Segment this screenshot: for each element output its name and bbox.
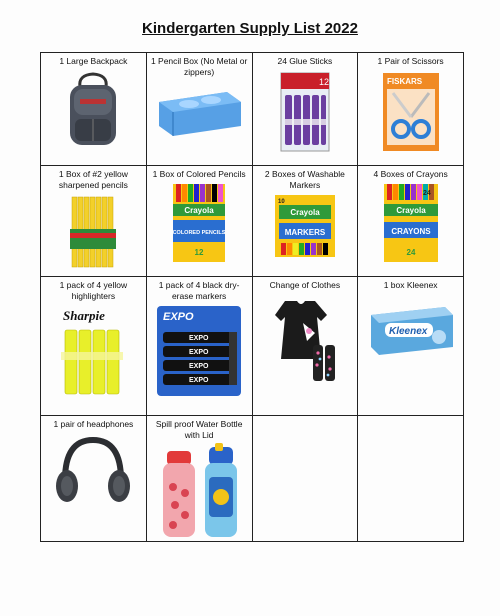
- supply-cell-highlighters: [41, 277, 147, 416]
- dry-erase-marker-label: EXPO: [189, 349, 209, 356]
- item-label: 4 Boxes of Crayons: [373, 169, 448, 179]
- dry-erase-marker-label: EXPO: [189, 335, 209, 342]
- highlighter-brand-text: Sharpie: [63, 308, 106, 323]
- markers-brand-text: Crayola: [290, 208, 320, 217]
- item-label: [253, 416, 358, 419]
- dry-erase-marker-label: EXPO: [189, 377, 209, 384]
- item-label: [358, 416, 463, 419]
- crayons-count-top-text: 24: [422, 190, 431, 197]
- supply-cell-glue-sticks: [252, 53, 358, 166]
- clothes-icon: [263, 293, 347, 383]
- pencil-box-icon: [153, 80, 245, 140]
- item-label: 1 Box of Colored Pencils: [152, 169, 246, 179]
- crayons-count-text: 24: [406, 248, 416, 257]
- supply-grid: [40, 52, 464, 542]
- dry-erase-marker-label: EXPO: [189, 363, 209, 370]
- backpack-icon: [58, 69, 128, 149]
- item-label: 1 Box of #2 yellow sharpened pencils: [58, 169, 128, 190]
- colored-pencils-icon: [170, 182, 228, 264]
- markers-icon: [273, 193, 337, 259]
- scissors-icon: [379, 69, 443, 153]
- crayons-brand-text: Crayola: [395, 206, 426, 215]
- item-label: 1 pack of 4 yellow highlighters: [59, 280, 128, 301]
- page-title: Kindergarten Supply List 2022: [142, 20, 358, 37]
- supply-cell-pencils: [41, 166, 147, 277]
- supply-cell-crayons: [358, 166, 464, 277]
- item-label: 1 box Kleenex: [383, 280, 438, 290]
- tissue-box-icon: [365, 293, 457, 363]
- markers-count-text: 10: [277, 199, 285, 205]
- colored-pencils-count-text: 12: [194, 248, 204, 257]
- item-label: 1 Pencil Box (No Metal or zippers): [150, 56, 248, 77]
- scissors-brand-text: FISKARS: [386, 77, 422, 86]
- dry-erase-brand-text: EXPO: [163, 311, 194, 323]
- supply-cell-scissors: [358, 53, 464, 166]
- crayons-name-text: CRAYONS: [390, 227, 431, 236]
- supply-cell-headphones: [41, 416, 147, 542]
- supply-cell-empty: [358, 416, 464, 542]
- item-label: 1 pack of 4 black dry-erase markers: [158, 280, 240, 301]
- supply-cell-backpack: [41, 53, 147, 166]
- item-label: 2 Boxes of Washable Markers: [264, 169, 345, 190]
- colored-pencils-name-text: COLORED PENCILS: [172, 230, 226, 236]
- supply-cell-empty: [252, 416, 358, 542]
- crayons-icon: [381, 182, 441, 264]
- glue-count-text: 12: [318, 77, 329, 87]
- headphones-icon: [51, 432, 135, 512]
- item-label: 1 Large Backpack: [59, 56, 128, 66]
- item-label: Change of Clothes: [269, 280, 341, 290]
- supply-cell-clothes: [252, 277, 358, 416]
- item-label: 24 Glue Sticks: [277, 56, 333, 66]
- supply-cell-markers: [252, 166, 358, 277]
- item-label: Spill proof Water Bottle with Lid: [155, 419, 243, 440]
- pencils-icon: [68, 193, 118, 271]
- markers-name-text: MARKERS: [284, 228, 326, 237]
- item-label: 1 pair of headphones: [53, 419, 134, 429]
- kleenex-brand-text: Kleenex: [388, 326, 427, 337]
- supply-cell-kleenex: [358, 277, 464, 416]
- item-label: 1 Pair of Scissors: [377, 56, 444, 66]
- water-bottle-icon: [151, 443, 247, 541]
- dry-erase-markers-icon: [151, 304, 247, 398]
- glue-sticks-icon: [275, 69, 335, 153]
- supply-cell-pencil-box: [146, 53, 252, 166]
- supply-cell-colored-pencils: [146, 166, 252, 277]
- supply-cell-dry-erase-markers: [146, 277, 252, 416]
- colored-pencils-brand-text: Crayola: [184, 206, 214, 215]
- supply-cell-water-bottle: [146, 416, 252, 542]
- highlighters-icon: [57, 304, 129, 398]
